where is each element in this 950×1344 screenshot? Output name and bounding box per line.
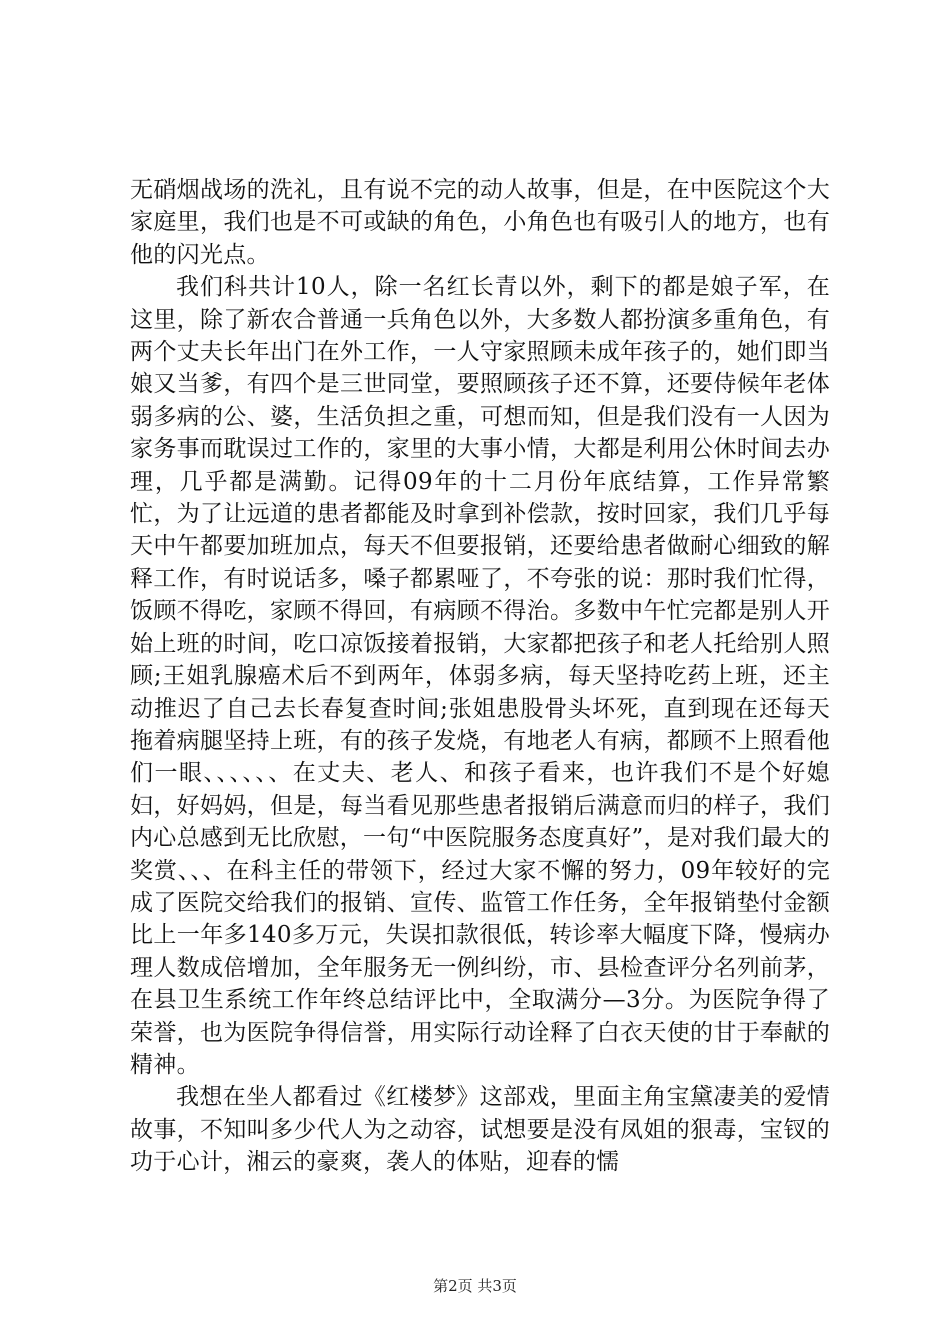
page-number-footer: 第2页 共3页 xyxy=(433,1277,517,1295)
paragraph-1: 无硝烟战场的洗礼，且有说不完的动人故事，但是，在中医院这个大家庭里，我们也是不可或缺的角色，小角色也有吸引人的地方，也有他的闪光点。 xyxy=(130,177,830,268)
document-body xyxy=(130,174,830,1179)
paragraph-2: 我们科共计10人，除一名红长青以外，剩下的都是娘子军，在这里，除了新农合普通一兵角色以外，大多数人都扮演多重角色，有两个丈夫长年出门在外工作，一人守家照顾未成年孩子的，她们即当娘又当爹，有四个是三世同堂，要照顾孩子还不算，还要侍候年老体弱多病的公、婆，生活负担之重，可想而知，但是我们没有一人因为家务事而耽误过工作的，家里的大事小情，大都是利用公休时间去办理，几乎都是满勤。记得09年的十二月份年底结算，工作异常繁忙，为了让远道的患者都能及时拿到补偿款，按时回家，我们几乎每天中午都要加班加点，每天不但要报销，还要给患者做耐心细致的解释工作，有时说话多，嗓子都累哑了，不夸张的说：那时我们忙得，饭顾不得吃，家顾不得回，有病顾不得治。多数中午忙完都是别人开始上班的时间，吃口凉饭接着报销，大家都把孩子和老人托给别人照顾;王姐乳腺癌术后不到两年，体弱多病，每天坚持吃药上班，还主动推迟了自己去长春复查时间;张姐患股骨头坏死，直到现在还每天拖着病腿坚持上班，有的孩子发烧，有地老人有病，都顾不上照看他们一眼、、、、、、在丈夫、老人、和孩子看来，也许我们不是个好媳妇，好妈妈，但是，每当看见那些患者报销后满意而归的样子，我们内心总感到无比欣慰，一句“中医院服务态度真好”，是对我们最大的奖赏、、、在科主任的带领下，经过大家不懈的努力，09年较好的完成了医院交给我们的报销、宣传、监管工作任务，全年报销垫付金额比上一年多140多万元，失误扣款很低，转诊率大幅度下降，慢病办理人数成倍增加，全年服务无一例纠纷，市、县检查评分名列前茅，在县卫生系统工作年终总结评比中，全取满分—3分。为医院争得了荣誉，也为医院争得信誉，用实际行动诠释了白衣天使的甘于奉献的精神。 xyxy=(130,274,830,1078)
paragraph-3: 我想在坐人都看过《红楼梦》这部戏，里面主角宝黛凄美的爱情故事，不知叫多少代人为之动容，试想要是没有凤姐的狠毒，宝钗的功于心计，湘云的豪爽，袭人的体贴，迎春的懦 xyxy=(130,1084,830,1176)
